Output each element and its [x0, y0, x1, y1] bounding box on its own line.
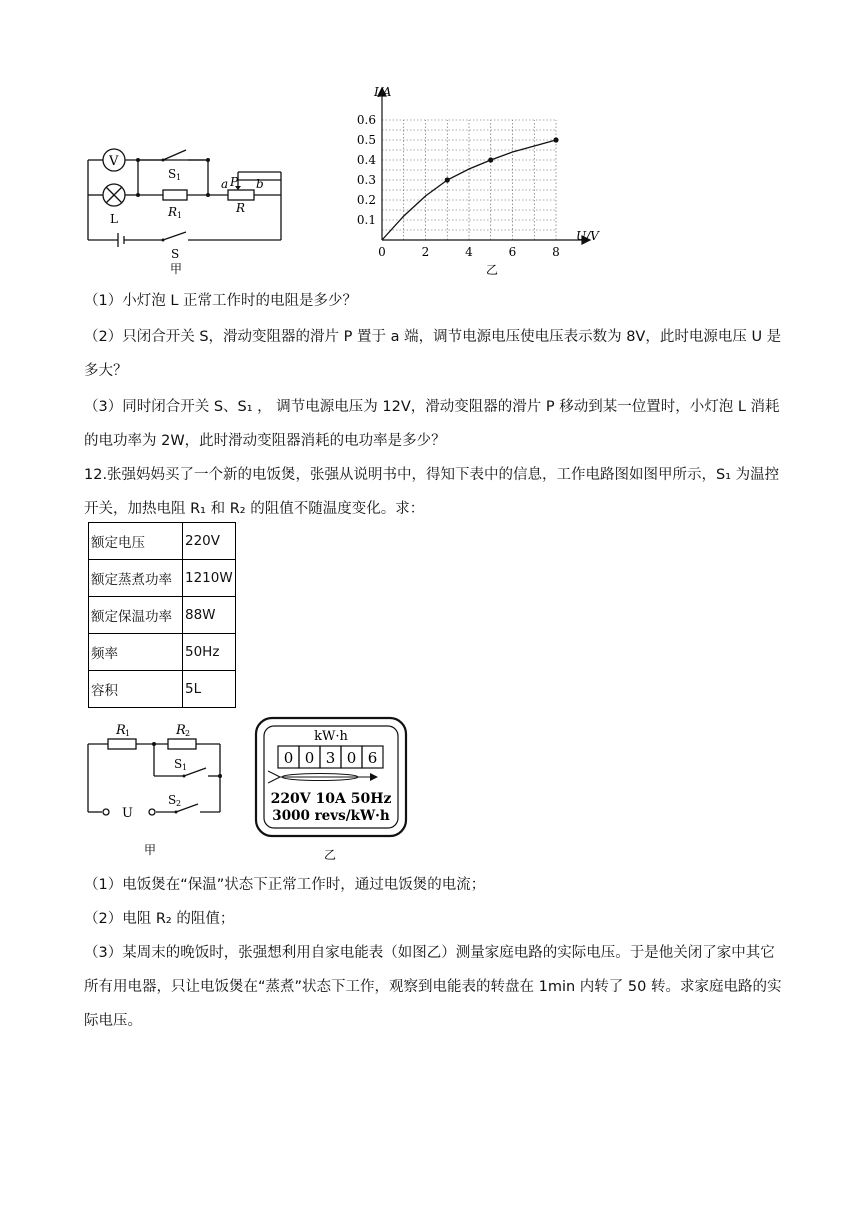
slider-b-label: b — [256, 177, 264, 191]
slider-p-label: P — [230, 175, 239, 189]
s2-label: S — [168, 793, 177, 807]
y-axis-label: I/A — [374, 85, 392, 99]
switch-s1-label: S — [168, 167, 177, 181]
meter-digit: 0 — [304, 749, 315, 767]
question-12-3: （3）某周末的晚饭时，张强想利用自家电能表（如图乙）测量家庭电路的实际电压。于是他关闭了家中其它所有用电器，只让电饭煲在“蒸煮”状态下工作，观察到电能表的转盘在 1min 内转了 50 转。求家庭电路的实际电压。 — [84, 945, 782, 1029]
question-11-1: （1）小灯泡 L 正常工作时的电阻是多少？ — [84, 293, 358, 309]
voltmeter-label: V — [109, 154, 119, 169]
table-row — [89, 671, 236, 708]
circuit-caption-jia: 甲 — [170, 262, 183, 276]
meter-digit: 6 — [367, 749, 378, 767]
x-tick-label: 6 — [508, 245, 517, 259]
x-axis-label: U/V — [576, 229, 599, 243]
spec-key: 额定保温功率 — [89, 597, 183, 634]
meter-digit: 3 — [325, 749, 336, 767]
graph-grid — [382, 120, 556, 240]
circuit-diagram-2 — [80, 716, 240, 864]
meter-spec-line-1: 220V 10A 50Hz — [270, 791, 392, 807]
iu-graph — [340, 80, 620, 280]
x-tick-label: 8 — [552, 245, 560, 259]
data-point — [553, 137, 558, 142]
table-row — [89, 523, 236, 560]
spec-value: 220V — [183, 523, 236, 560]
spec-value: 50Hz — [183, 634, 236, 671]
energy-meter — [254, 716, 410, 866]
table-row — [89, 560, 236, 597]
question-11-2: （2）只闭合开关 S，滑动变阻器的滑片 P 置于 a 端，调节电源电压使电压表示数为 8V，此时电源电压 U 是多大？ — [84, 329, 782, 379]
x-tick-label: 0 — [378, 245, 386, 259]
problem-12-intro: 12.张强妈妈买了一个新的电饭煲，张强从说明书中，得知下表中的信息，工作电路图如图甲所示，S₁ 为温控开关，加热电阻 R₁ 和 R₂ 的阻值不随温度变化。求： — [84, 467, 780, 517]
circuit-diagram-1 — [78, 140, 298, 280]
s2-subscript: 2 — [176, 799, 182, 808]
table-row — [89, 634, 236, 671]
graph-caption-yi: 乙 — [486, 263, 499, 277]
y-tick-label: 0.6 — [356, 113, 376, 127]
meter-digit: 0 — [346, 749, 357, 767]
x-tick-label: 4 — [465, 245, 473, 259]
y-tick-label: 0.4 — [356, 153, 376, 167]
y-tick-label: 0.2 — [356, 193, 376, 207]
question-11-3: （3）同时闭合开关 S、S₁ ， 调节电源电压为 12V，滑动变阻器的滑片 P 移动到某一位置时，小灯泡 L 消耗的电功率为 2W，此时滑动变阻器消耗的电功率是多少？ — [84, 399, 780, 449]
r1-label: R — [116, 723, 126, 738]
data-point — [488, 157, 493, 162]
rheostat-label: R — [236, 201, 246, 215]
spec-key: 容积 — [89, 671, 183, 708]
circuit-caption-jia: 甲 — [144, 843, 157, 857]
meter-spec-line-2: 3000 revs/kW·h — [272, 808, 390, 824]
question-12-1: （1）电饭煲在“保温”状态下正常工作时，通过电饭煲的电流； — [84, 877, 486, 893]
rotating-disk — [268, 771, 376, 783]
y-tick-label: 0.1 — [356, 213, 376, 227]
lamp-label: L — [110, 212, 118, 226]
switch-s-label: S — [171, 247, 180, 261]
r2-subscript: 2 — [185, 729, 191, 738]
meter-unit: kW·h — [314, 729, 348, 744]
resistor-r1-label: R — [168, 205, 178, 219]
meter-digit: 0 — [283, 749, 294, 767]
s1-label: S — [174, 757, 183, 771]
s1-subscript: 1 — [182, 763, 188, 772]
y-tick-label: 0.3 — [356, 173, 376, 187]
spec-value: 1210W — [183, 560, 236, 597]
x-tick-label: 2 — [421, 245, 430, 259]
spec-table — [88, 522, 236, 708]
slider-a-label: a — [221, 177, 229, 191]
data-point — [445, 177, 450, 182]
r2-label: R — [176, 723, 186, 738]
meter-caption-yi: 乙 — [324, 848, 337, 862]
spec-value: 5L — [183, 671, 236, 708]
switch-s1-subscript: 1 — [176, 173, 182, 182]
u-label: U — [122, 806, 133, 821]
spec-value: 88W — [183, 597, 236, 634]
resistor-r1-subscript: 1 — [177, 211, 183, 220]
r1-subscript: 1 — [125, 729, 131, 738]
spec-key: 额定电压 — [89, 523, 183, 560]
spec-key: 频率 — [89, 634, 183, 671]
table-row — [89, 597, 236, 634]
question-12-2: （2）电阻 R₂ 的阻值； — [84, 911, 235, 927]
spec-key: 额定蒸煮功率 — [89, 560, 183, 597]
y-tick-label: 0.5 — [356, 133, 376, 147]
